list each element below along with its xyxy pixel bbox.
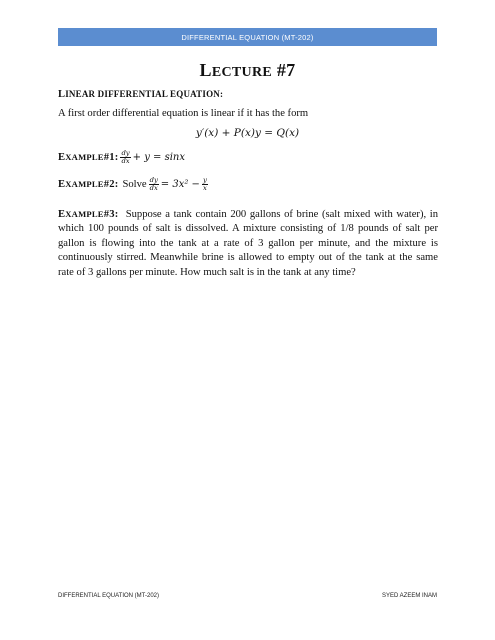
example-1-equation-rest: + y = sinx [132, 152, 186, 163]
title-number: #7 [276, 60, 296, 80]
example-3-text: Suppose a tank contain 200 gallons of brine (salt mixed with water), in which 100 pounds of salt is dissolved. A mixture consisting of 1/8 pounds of salt per gallon is flowing into the tank at a rate of 3 gallon per minute, and the mixture is continuously stirred. Meanwhile brine is allowed to empty out of the tank at the same rate of 3 gallons per minute. How much salt is in the tank at any time? [58, 209, 438, 278]
header-band [58, 28, 437, 46]
example-2-frac1-num: dy [149, 176, 158, 184]
section-rest: INEAR DIFFERENTIAL EQUATION [65, 89, 220, 99]
example-2-solve-word: Solve [122, 179, 147, 190]
example-1-label: EXAMPLE#1: [58, 152, 119, 163]
example-2-fraction-2 [202, 177, 208, 192]
section-heading [58, 89, 223, 100]
example-2 [58, 177, 210, 192]
example-3-label: EXAMPLE#3: [58, 209, 119, 220]
example-1-fraction [120, 150, 130, 165]
section-colon: : [219, 89, 224, 99]
header-band-text: DIFFERENTIAL EQUATION (MT-202) [181, 32, 314, 42]
example-2-label: EXAMPLE#2: [58, 179, 119, 190]
example-2-frac2-num: y [202, 176, 207, 184]
example-1-frac-num: dy [121, 149, 130, 157]
example-2-equation-middle: = 3x² − [160, 179, 200, 190]
footer-right: SYED AZEEM INAM [381, 593, 437, 599]
page-title [0, 60, 495, 81]
example-2-frac1-den: dx [149, 184, 158, 192]
example-2-frac2-den: x [202, 184, 207, 192]
example-2-fraction-1 [149, 177, 159, 192]
intro-paragraph: A first order differential equation is linear if it has the form [58, 108, 309, 119]
section-first-letter: L [58, 89, 66, 100]
title-first-letter: L [199, 60, 212, 80]
example-3 [58, 207, 438, 280]
footer-left: DIFFERENTIAL EQUATION (MT-202) [58, 593, 160, 599]
title-rest: ECTURE [211, 65, 273, 80]
example-1 [58, 150, 185, 165]
linear-form-equation: y′(x) + P(x)y = Q(x) [195, 127, 300, 139]
example-1-frac-den: dx [121, 157, 130, 165]
